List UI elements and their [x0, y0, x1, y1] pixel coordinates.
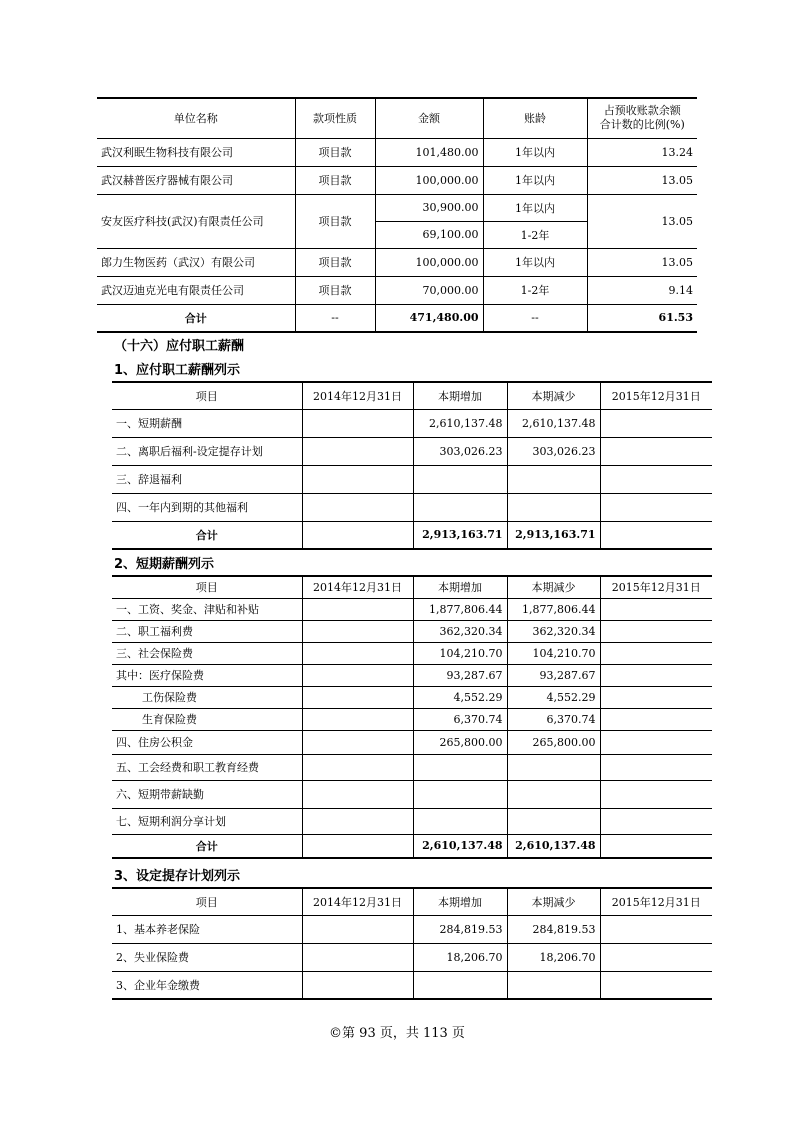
- table-row: 七、短期利润分享计划: [112, 808, 712, 834]
- table-row: 六、短期带薪缺勤: [112, 780, 712, 808]
- sub3-title: 3、设定提存计划列示: [114, 869, 241, 884]
- sub2-title: 2、短期薪酬列示: [114, 557, 215, 572]
- receivable-table: [97, 97, 697, 333]
- total-row: 合计 2,913,163.71 2,913,163.71: [112, 521, 712, 549]
- total-row: 合计 -- 471,480.00 -- 61.53: [97, 304, 697, 332]
- header-age: 账龄: [483, 98, 587, 138]
- payroll-table: [112, 381, 712, 550]
- table-row: 三、社会保险费 104,210.70 104,210.70: [112, 642, 712, 664]
- table-row: 1、基本养老保险 284,819.53 284,819.53: [112, 915, 712, 943]
- table-row: 安友医疗科技(武汉)有限责任公司 项目款 30,900.00 1年以内 13.05: [97, 194, 697, 221]
- table-row: 武汉赫普医疗器械有限公司 项目款 100,000.00 1年以内 13.05: [97, 166, 697, 194]
- defined-contribution-table: 项目 2014年12月31日 本期增加 本期减少 2015年12月31日 1、基本养老保险 284,819.53 284,819.53 2、失业保险费 18,206.70 18,206.70 3、企业年金缴费: [112, 887, 712, 1000]
- section-title: （十六）应付职工薪酬: [114, 339, 245, 354]
- table-row: 3、企业年金缴费: [112, 971, 712, 999]
- table-row: 四、住房公积金 265,800.00 265,800.00: [112, 730, 712, 754]
- table-row: 工伤保险费 4,552.29 4,552.29: [112, 686, 712, 708]
- header-increase: 本期增加: [413, 382, 507, 409]
- table-row: 2、失业保险费 18,206.70 18,206.70: [112, 943, 712, 971]
- table-row: 五、工会经费和职工教育经费: [112, 754, 712, 780]
- table-row: 生育保险费 6,370.74 6,370.74: [112, 708, 712, 730]
- header-end: 2015年12月31日: [600, 382, 712, 409]
- table-row: 武汉利眠生物科技有限公司 项目款 101,480.00 1年以内 13.24: [97, 138, 697, 166]
- table-row: 一、短期薪酬 2,610,137.48 2,610,137.48: [112, 409, 712, 437]
- table-row: 三、辞退福利: [112, 465, 712, 493]
- table-row: 郎力生物医药（武汉）有限公司 项目款 100,000.00 1年以内 13.05: [97, 248, 697, 276]
- table-row: 一、工资、奖金、津贴和补贴 1,877,806.44 1,877,806.44: [112, 598, 712, 620]
- header-ratio: 占预收账款余额 合计数的比例(%): [587, 98, 697, 138]
- header-decrease: 本期减少: [507, 382, 600, 409]
- table-row: 四、一年内到期的其他福利: [112, 493, 712, 521]
- header-unit-name: 单位名称: [97, 98, 295, 138]
- sub1-title: 1、应付职工薪酬列示: [114, 363, 241, 378]
- total-row: 合计 2,610,137.48 2,610,137.48: [112, 834, 712, 858]
- header-nature: 款项性质: [295, 98, 375, 138]
- table-row: 武汉迈迪克光电有限责任公司 项目款 70,000.00 1-2年 9.14: [97, 276, 697, 304]
- table-row: 二、职工福利费 362,320.34 362,320.34: [112, 620, 712, 642]
- header-begin: 2014年12月31日: [302, 382, 413, 409]
- header-item: 项目: [112, 382, 302, 409]
- header-amount: 金额: [375, 98, 483, 138]
- table-row: 其中：医疗保险费 93,287.67 93,287.67: [112, 664, 712, 686]
- short-term-table: 项目 2014年12月31日 本期增加 本期减少 2015年12月31日 一、工资、奖金、津贴和补贴 1,877,806.44 1,877,806.44 二、职工福利费 362,320.34 362,320.34 三、社会保险费 104,210.70 104,210.70 其中：医疗保险费 93,287.67 93,287.67 工伤保险费 4,552.29 4,552.29 生育保险费 6,370.74 6,370.74 四、住房公积金 265,800.00 265,800.00 五、工会经费和职工教育经费 六、短期带薪缺勤 七、短期利润分享计划 合计 2,610,137.48 2,610,137.48: [112, 575, 712, 859]
- table-row: 二、离职后福利-设定提存计划 303,026.23 303,026.23: [112, 437, 712, 465]
- table-row: 69,100.00 1-2年: [97, 221, 697, 248]
- page-footer: ©第 93 页，共 113 页: [329, 1026, 465, 1041]
